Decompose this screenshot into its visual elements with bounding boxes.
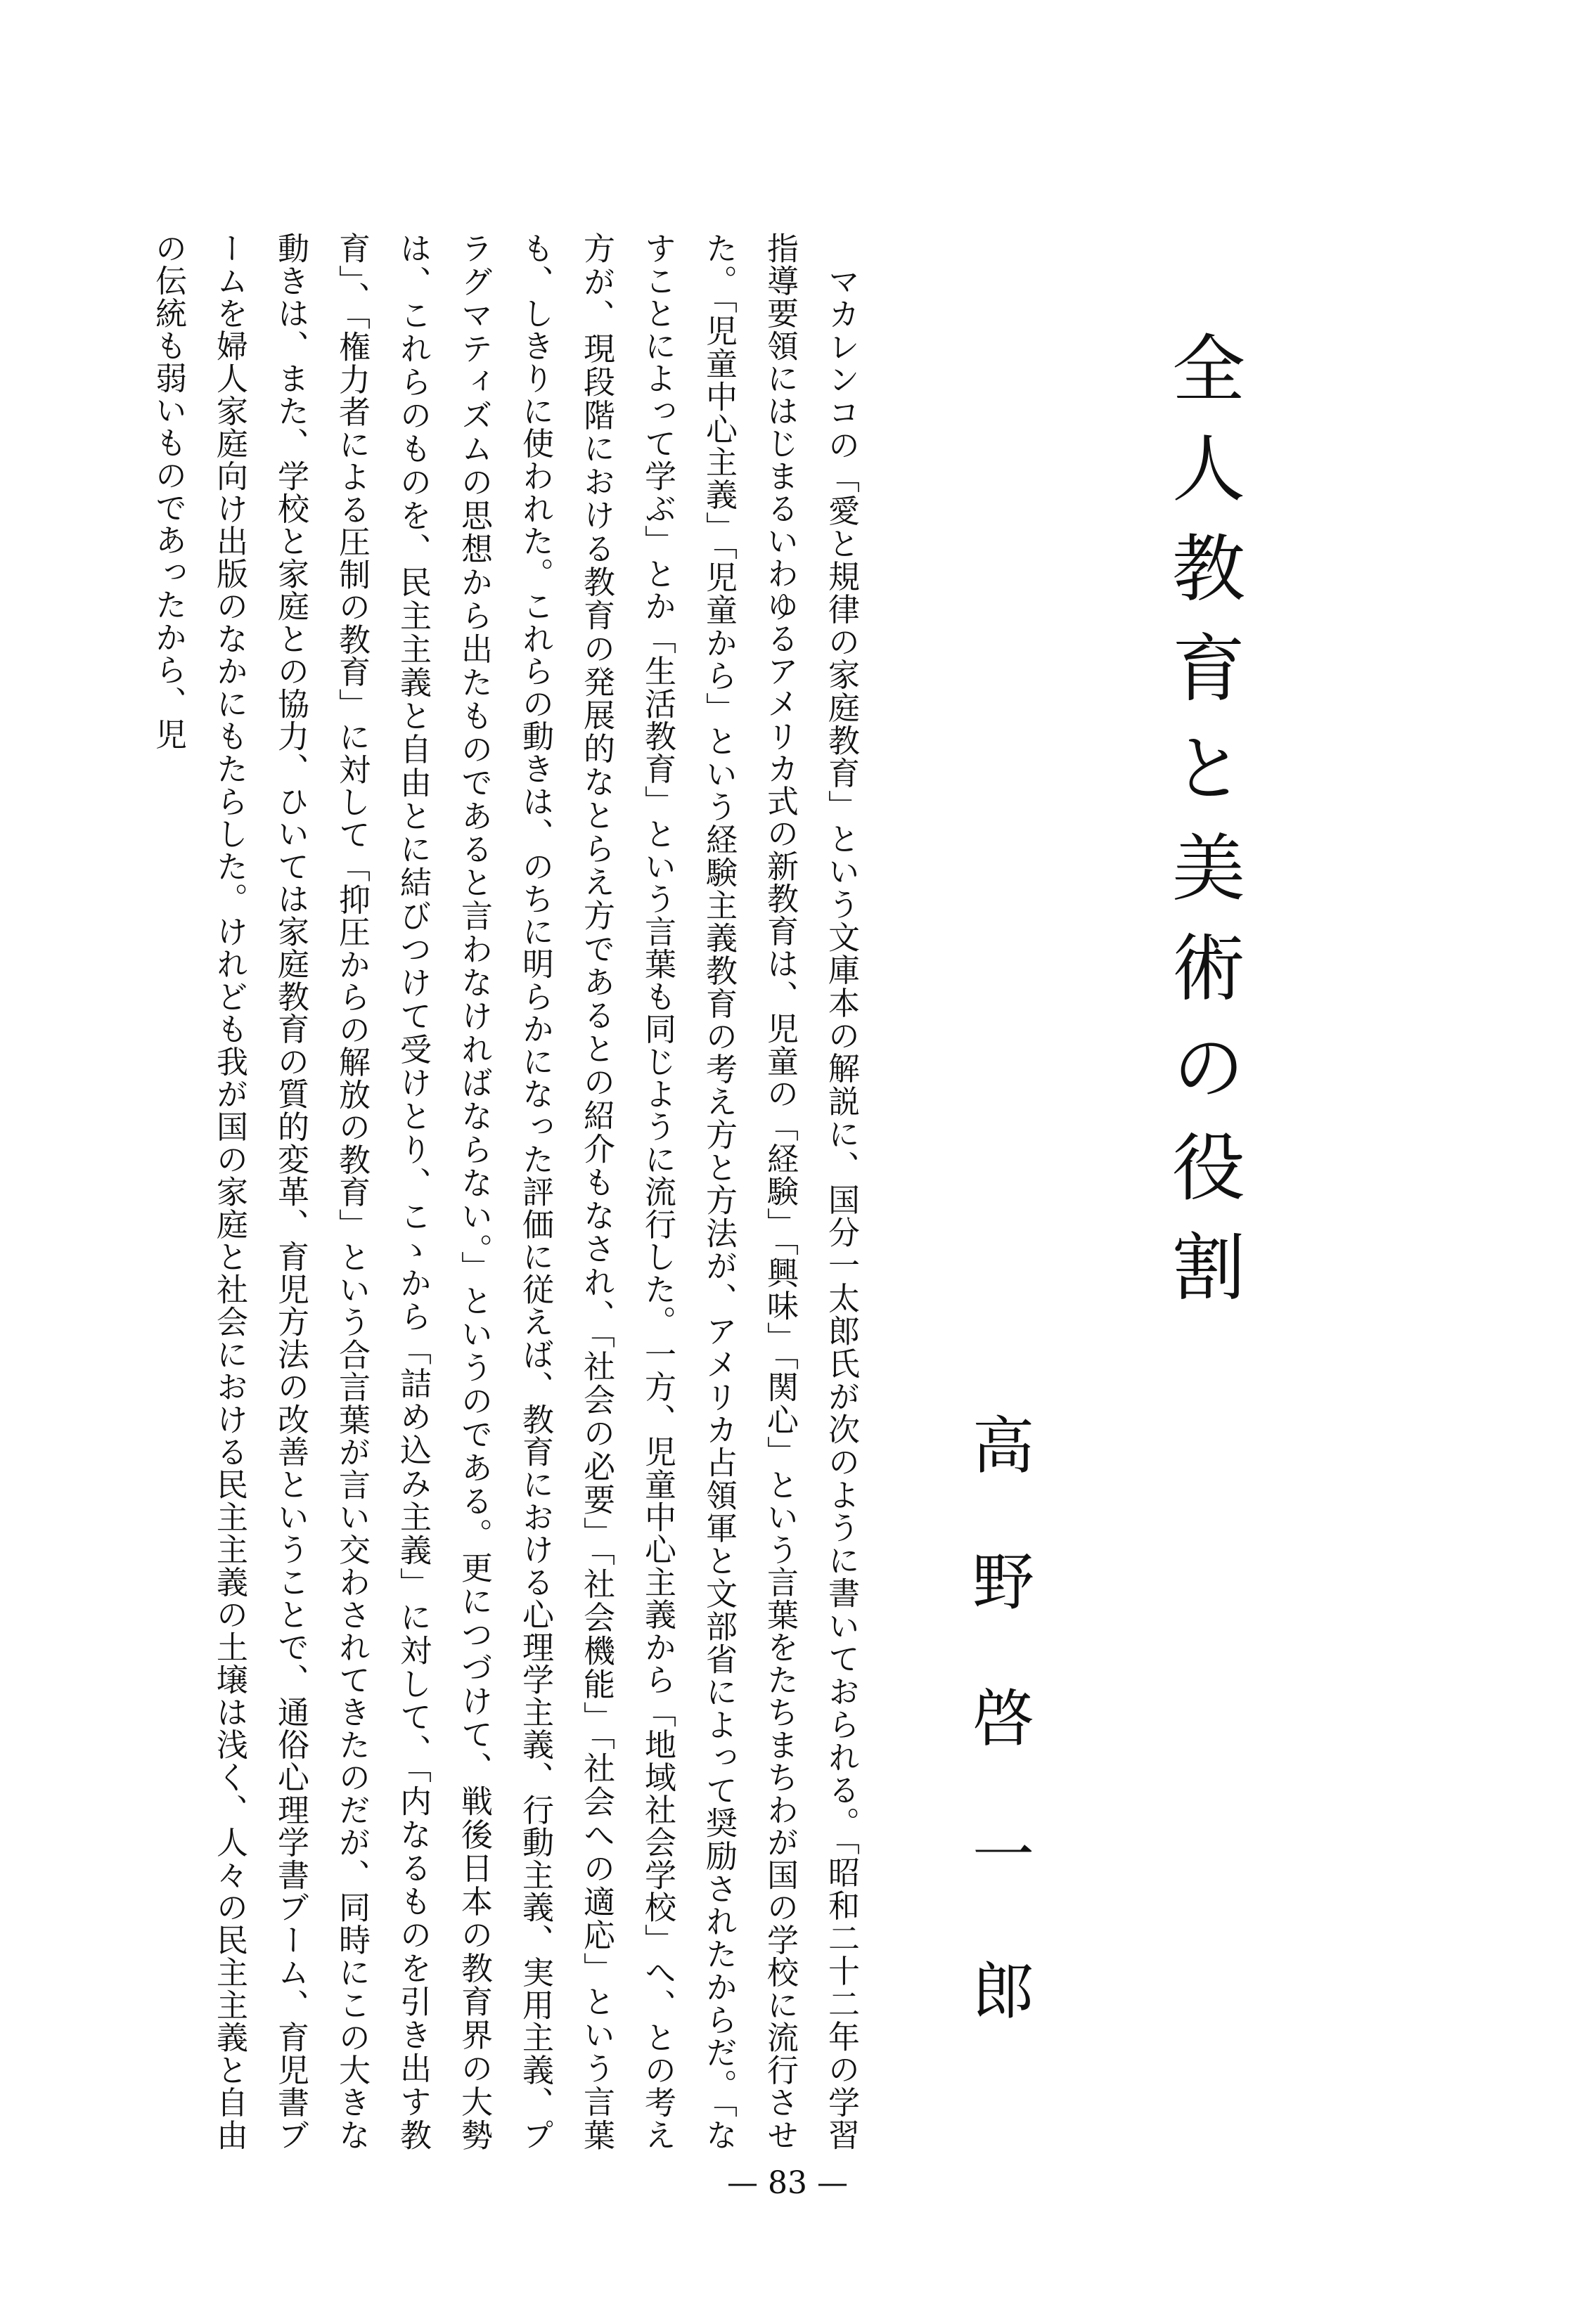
author-name: 高野啓一郎 [963, 1413, 1035, 2095]
paragraph: マカレンコの「愛と規律の家庭教育」という文庫本の解説に、国分一太郎氏が次のように書いておられる。「昭和二十二年の学習指導要領にはじまるいわゆるアメリカ式の新教育は、児童の「経験」「興味」「関心」という言葉をたちまちわが国の学校に流行させた。「児童中心主義」「児童から」という経験主義教育の考え方と方法が、アメリカ占領軍と文部省によって奨励されたからだ。「なすことによって学ぶ」とか「生活教育」という言葉も同じように流行した。一方、児童中心主義から「地域社会学校」へ、との考え方が、現段階における教育の発展的なとらえ方であるとの紹介もなされ、「社会の必要」「社会機能」「社会への適応」という言葉も、しきりに使われた。これらの動きは、のちに明らかになった評価に従えば、教育における心理学主義、行動主義、実用主義、プラグマティズムの思想から出たものであると言わなければならない。」というのである。更につづけて、戦後日本の教育界の大勢は、これらのものを、民主主義と自由とに結びつけて受けとり、こゝから「詰め込み主義」に対して、「内なるものを引き出す教育」、「権力者による圧制の教育」に対して「抑圧からの解放の教育」という合言葉が言い交わされてきたのだが、同時にこの大きな動きは、また、学校と家庭との協力、ひいては家庭教育の質的変革、育児方法の改善ということで、通俗心理学書ブーム、育児書ブームを婦人家庭向け出版のなかにもたらした。けれども我が国の家庭と社会における民主主義の土壌は浅く、人々の民主主義と自由の伝統も弱いものであったから、児 [150, 232, 860, 2151]
body-text [150, 232, 872, 2151]
page-number: — 83 — [727, 2165, 848, 2201]
article-title: 全人教育と美術の役割 [1159, 330, 1245, 1329]
